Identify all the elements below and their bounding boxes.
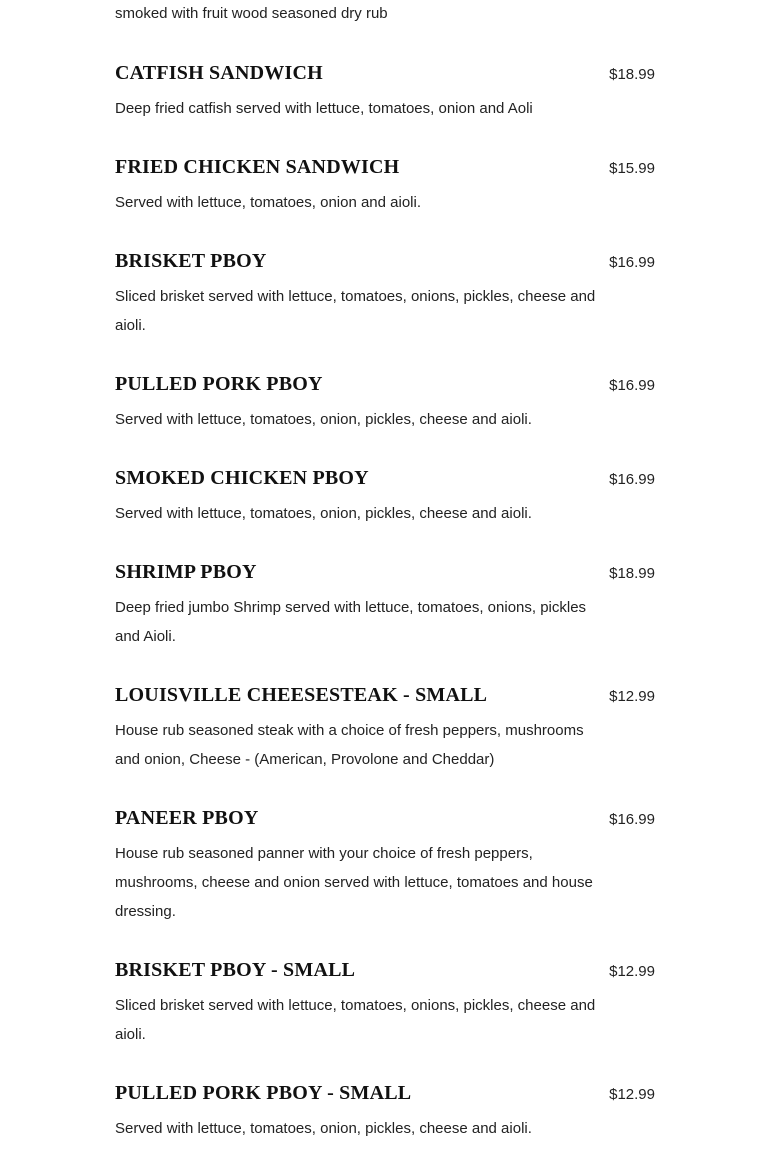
menu-item-description: Served with lettuce, tomatoes, onion and aioli.	[115, 194, 422, 211]
menu-item-price: $12.99	[609, 963, 655, 980]
menu-item-header	[115, 559, 655, 587]
previous-item-description: smoked with fruit wood seasoned dry rub	[115, 5, 388, 22]
menu-item-name: LOUISVILLE CHEESESTEAK - SMALL	[115, 684, 488, 706]
menu-item-header	[115, 371, 655, 399]
menu-item-price: $16.99	[609, 377, 655, 394]
menu-item-brisket-pboy-small	[115, 957, 655, 1049]
menu-item-shrimp-pboy	[115, 559, 655, 651]
menu-item-description: Served with lettuce, tomatoes, onion, pickles, cheese and aioli.	[115, 1120, 532, 1137]
menu-item-description: Sliced brisket served with lettuce, tomatoes, onions, pickles, cheese and aioli.	[115, 288, 596, 334]
menu-item-price: $16.99	[609, 471, 655, 488]
menu-item-pulled-pork-pboy-small	[115, 1080, 655, 1143]
menu-item-name: PANEER PBOY	[115, 807, 259, 829]
menu-item-description: Deep fried catfish served with lettuce, tomatoes, onion and Aoli	[115, 100, 533, 117]
menu-item-price: $18.99	[609, 565, 655, 582]
menu-item-name: SHRIMP PBOY	[115, 561, 257, 583]
menu-item-description: Served with lettuce, tomatoes, onion, pickles, cheese and aioli.	[115, 411, 532, 428]
menu-item-header	[115, 60, 655, 88]
menu-item-description: Served with lettuce, tomatoes, onion, pickles, cheese and aioli.	[115, 505, 532, 522]
menu-item-name: CATFISH SANDWICH	[115, 62, 323, 84]
menu-item-header	[115, 465, 655, 493]
menu-item-price: $16.99	[609, 811, 655, 828]
menu-item-price: $18.99	[609, 66, 655, 83]
menu-item-header	[115, 248, 655, 276]
menu-item-pulled-pork-pboy	[115, 371, 655, 434]
menu-item-description: House rub seasoned steak with a choice of fresh peppers, mushrooms and onion, Cheese - (American, Provolone and Cheddar)	[115, 722, 584, 768]
menu-item-price: $12.99	[609, 688, 655, 705]
menu-item-description: Sliced brisket served with lettuce, tomatoes, onions, pickles, cheese and aioli.	[115, 997, 596, 1043]
menu-item-name: PULLED PORK PBOY - SMALL	[115, 1082, 412, 1104]
menu-item-name: SMOKED CHICKEN PBOY	[115, 467, 369, 489]
menu-list	[115, 0, 655, 1143]
menu-item-price: $15.99	[609, 160, 655, 177]
menu-item-price: $12.99	[609, 1086, 655, 1103]
menu-item-name: PULLED PORK PBOY	[115, 373, 323, 395]
menu-item-fried-chicken-sandwich	[115, 154, 655, 217]
menu-item-header	[115, 154, 655, 182]
menu-item-catfish-sandwich	[115, 60, 655, 123]
menu-item-description: House rub seasoned panner with your choice of fresh peppers, mushrooms, cheese and onion served with lettuce, tomatoes and house dressing.	[115, 845, 593, 920]
menu-item-header	[115, 957, 655, 985]
menu-item-header	[115, 682, 655, 710]
menu-item-header	[115, 805, 655, 833]
menu-item-name: BRISKET PBOY	[115, 250, 267, 272]
menu-item-name: BRISKET PBOY - SMALL	[115, 959, 356, 981]
menu-item-description: Deep fried jumbo Shrimp served with lettuce, tomatoes, onions, pickles and Aioli.	[115, 599, 587, 645]
menu-item-price: $16.99	[609, 254, 655, 271]
menu-item-header	[115, 1080, 655, 1108]
menu-item-smoked-chicken-pboy	[115, 465, 655, 528]
menu-item-name: FRIED CHICKEN SANDWICH	[115, 156, 400, 178]
menu-item-paneer-pboy	[115, 805, 655, 926]
menu-item-brisket-pboy	[115, 248, 655, 340]
menu-item-louisville-cheesesteak-small	[115, 682, 655, 774]
